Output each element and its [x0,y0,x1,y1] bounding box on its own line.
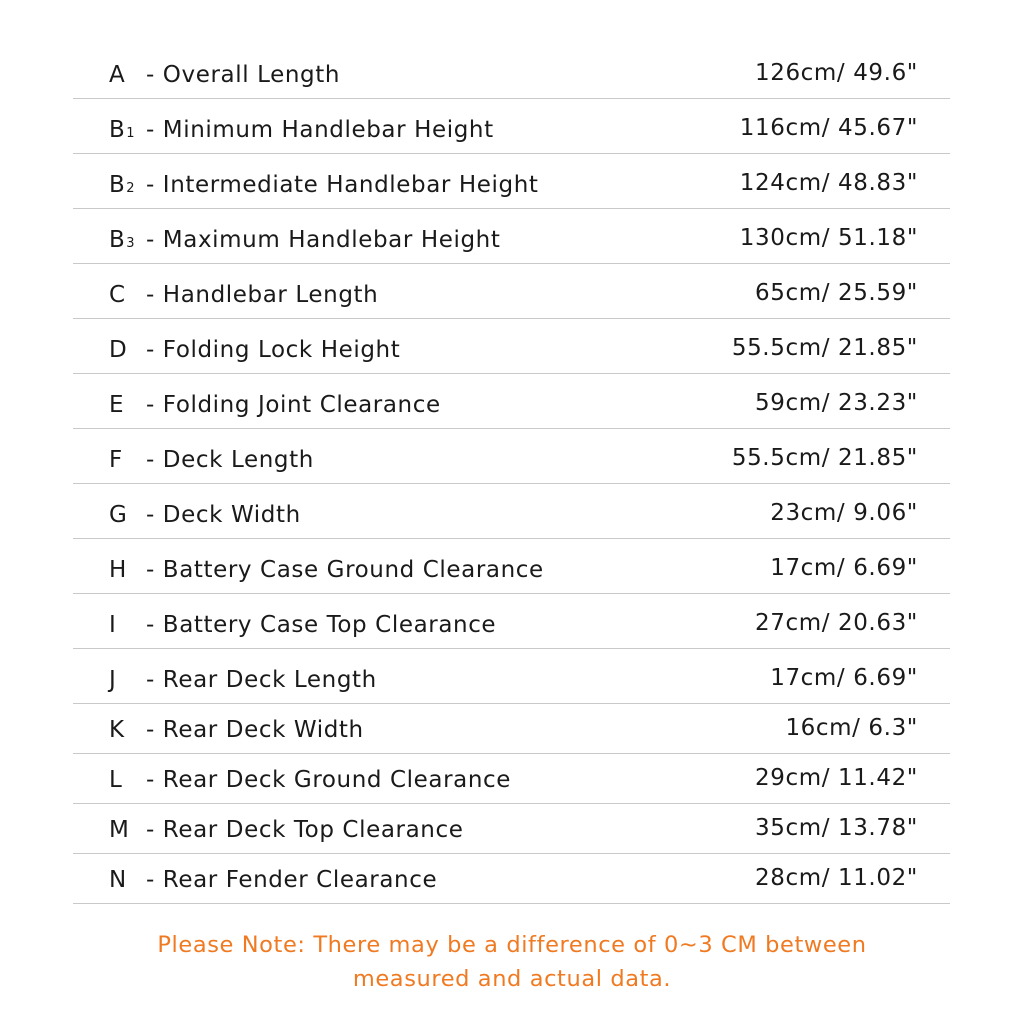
spec-value: 29cm/ 11.42" [754,765,918,791]
spec-letter: B1 [109,117,136,143]
spec-value: 16cm/ 6.3" [785,715,918,741]
spec-value: 28cm/ 11.02" [754,865,918,891]
spec-value: 126cm/ 49.6" [754,60,918,86]
spec-value: 35cm/ 13.78" [754,815,918,841]
spec-letter: A [109,62,126,88]
spec-letter: K [109,717,125,743]
spec-value: 17cm/ 6.69" [770,665,918,691]
measurement-note [0,928,1024,996]
note-line-2: measured and actual data. [352,966,672,992]
spec-label: - Overall Length [146,62,341,88]
spec-row-j [73,649,950,704]
spec-row-n [73,854,950,904]
spec-value: 59cm/ 23.23" [754,390,918,416]
spec-row-i [73,594,950,649]
spec-letter: H [109,557,127,583]
spec-letter: G [109,502,128,528]
spec-value: 116cm/ 45.67" [739,115,918,141]
spec-label: - Rear Deck Top Clearance [146,817,464,843]
spec-value: 23cm/ 9.06" [770,500,918,526]
spec-row-l [73,754,950,804]
spec-letter: D [109,337,128,363]
spec-letter: J [109,667,117,693]
spec-row-g [73,484,950,539]
spec-row-c [73,264,950,319]
spec-row-d [73,319,950,374]
spec-label: - Maximum Handlebar Height [146,227,501,253]
spec-value: 27cm/ 20.63" [754,610,918,636]
spec-label: - Deck Width [146,502,301,528]
note-line-1: Please Note: There may be a difference of 0~3 CM between [157,932,867,958]
spec-label: - Minimum Handlebar Height [146,117,494,143]
spec-row-a [73,45,950,99]
spec-letter: M [109,817,130,843]
spec-row-e [73,374,950,429]
spec-letter: N [109,867,127,893]
spec-row-b3 [73,209,950,264]
spec-value: 55.5cm/ 21.85" [731,335,918,361]
spec-label: - Battery Case Top Clearance [146,612,497,638]
spec-label: - Intermediate Handlebar Height [146,172,539,198]
spec-label: - Handlebar Length [146,282,379,308]
spec-row-k [73,704,950,754]
spec-label: - Folding Lock Height [146,337,401,363]
spec-row-m [73,804,950,854]
spec-label: - Rear Deck Ground Clearance [146,767,512,793]
spec-row-b2 [73,154,950,209]
spec-row-h [73,539,950,594]
spec-value: 17cm/ 6.69" [770,555,918,581]
spec-label: - Rear Deck Length [146,667,377,693]
spec-value: 65cm/ 25.59" [754,280,918,306]
spec-label: - Rear Deck Width [146,717,364,743]
spec-value: 55.5cm/ 21.85" [731,445,918,471]
spec-table [73,45,950,904]
spec-letter: B3 [109,227,136,253]
spec-letter: C [109,282,126,308]
spec-label: - Rear Fender Clearance [146,867,438,893]
spec-letter: F [109,447,123,473]
spec-letter: I [109,612,117,638]
spec-letter: E [109,392,125,418]
spec-label: - Deck Length [146,447,314,473]
spec-value: 130cm/ 51.18" [739,225,918,251]
spec-value: 124cm/ 48.83" [739,170,918,196]
spec-label: - Battery Case Ground Clearance [146,557,544,583]
spec-row-b1 [73,99,950,154]
spec-label: - Folding Joint Clearance [146,392,441,418]
spec-row-f [73,429,950,484]
spec-letter: L [109,767,123,793]
spec-letter: B2 [109,172,136,198]
